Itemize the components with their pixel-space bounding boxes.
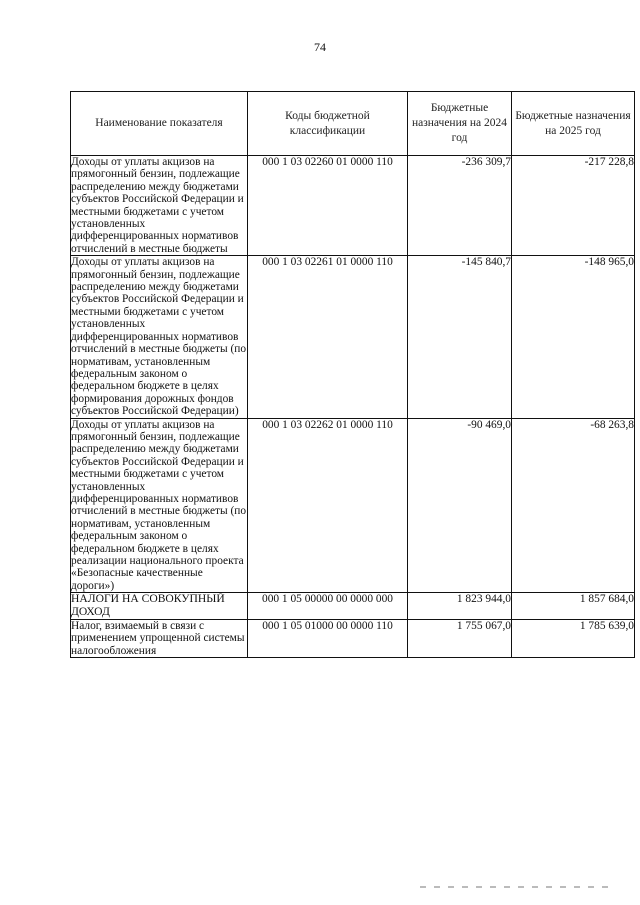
row-name: Доходы от уплаты акцизов на прямогонный бензин, подлежащие распределению между бюджетами субъектов Российской Федерации и местными бюджетами с учетом установленных дифференцированных нормативов отчислений в местные бюджеты xyxy=(71,156,248,256)
table-row xyxy=(71,619,635,657)
row-value-2025: -148 965,0 xyxy=(512,256,635,418)
scan-artifact xyxy=(420,886,610,888)
row-name: Доходы от уплаты акцизов на прямогонный бензин, подлежащие распределению между бюджетами субъектов Российской Федерации и местными бюджетами с учетом установленных дифференцированных нормативов отчислений в местные бюджеты (по нормативам, установленным федеральным законом о федеральном бюджете в целях реализации национального проекта «Безопасные качественные дороги») xyxy=(71,418,247,592)
header-name: Наименование показателя xyxy=(71,92,248,156)
budget-table xyxy=(70,91,635,658)
row-name: НАЛОГИ НА СОВОКУПНЫЙ ДОХОД xyxy=(71,593,248,620)
table-row xyxy=(71,256,635,418)
row-code: 000 1 05 01000 00 0000 110 xyxy=(248,619,408,657)
header-year-2025: Бюджетные назначения на 2025 год xyxy=(512,92,635,156)
table-row xyxy=(71,418,635,593)
row-code: 000 1 03 02260 01 0000 110 xyxy=(248,156,408,256)
row-value-2024: 1 823 944,0 xyxy=(408,593,512,620)
row-code: 000 1 03 02262 01 0000 110 xyxy=(248,418,408,593)
row-code: 000 1 03 02261 01 0000 110 xyxy=(248,256,408,418)
table-row xyxy=(71,593,635,620)
table-row xyxy=(71,156,635,256)
row-value-2025: 1 857 684,0 xyxy=(512,593,635,620)
row-value-2024: -145 840,7 xyxy=(408,256,512,418)
row-name: Налог, взимаемый в связи с применением упрощенной системы налогообложения xyxy=(71,619,248,657)
header-code: Коды бюджетной классификации xyxy=(248,92,408,156)
table-header-row xyxy=(71,92,635,156)
row-name: Доходы от уплаты акцизов на прямогонный бензин, подлежащие распределению между бюджетами субъектов Российской Федерации и местными бюджетами с учетом установленных дифференцированных нормативов отчислений в местные бюджеты (по нормативам, установленным федеральным законом о федеральном бюджете в целях формирования дорожных фондов субъектов Российской Федерации) xyxy=(71,256,247,418)
row-value-2025: -68 263,8 xyxy=(512,418,635,593)
row-value-2024: 1 755 067,0 xyxy=(408,619,512,657)
row-code: 000 1 05 00000 00 0000 000 xyxy=(248,593,408,620)
page-number: 74 xyxy=(314,40,326,54)
row-value-2024: -236 309,7 xyxy=(408,156,512,256)
row-value-2025: 1 785 639,0 xyxy=(512,619,635,657)
row-value-2024: -90 469,0 xyxy=(408,418,512,593)
header-year-2024: Бюджетные назначения на 2024 год xyxy=(408,92,512,156)
row-value-2025: -217 228,8 xyxy=(512,156,635,256)
